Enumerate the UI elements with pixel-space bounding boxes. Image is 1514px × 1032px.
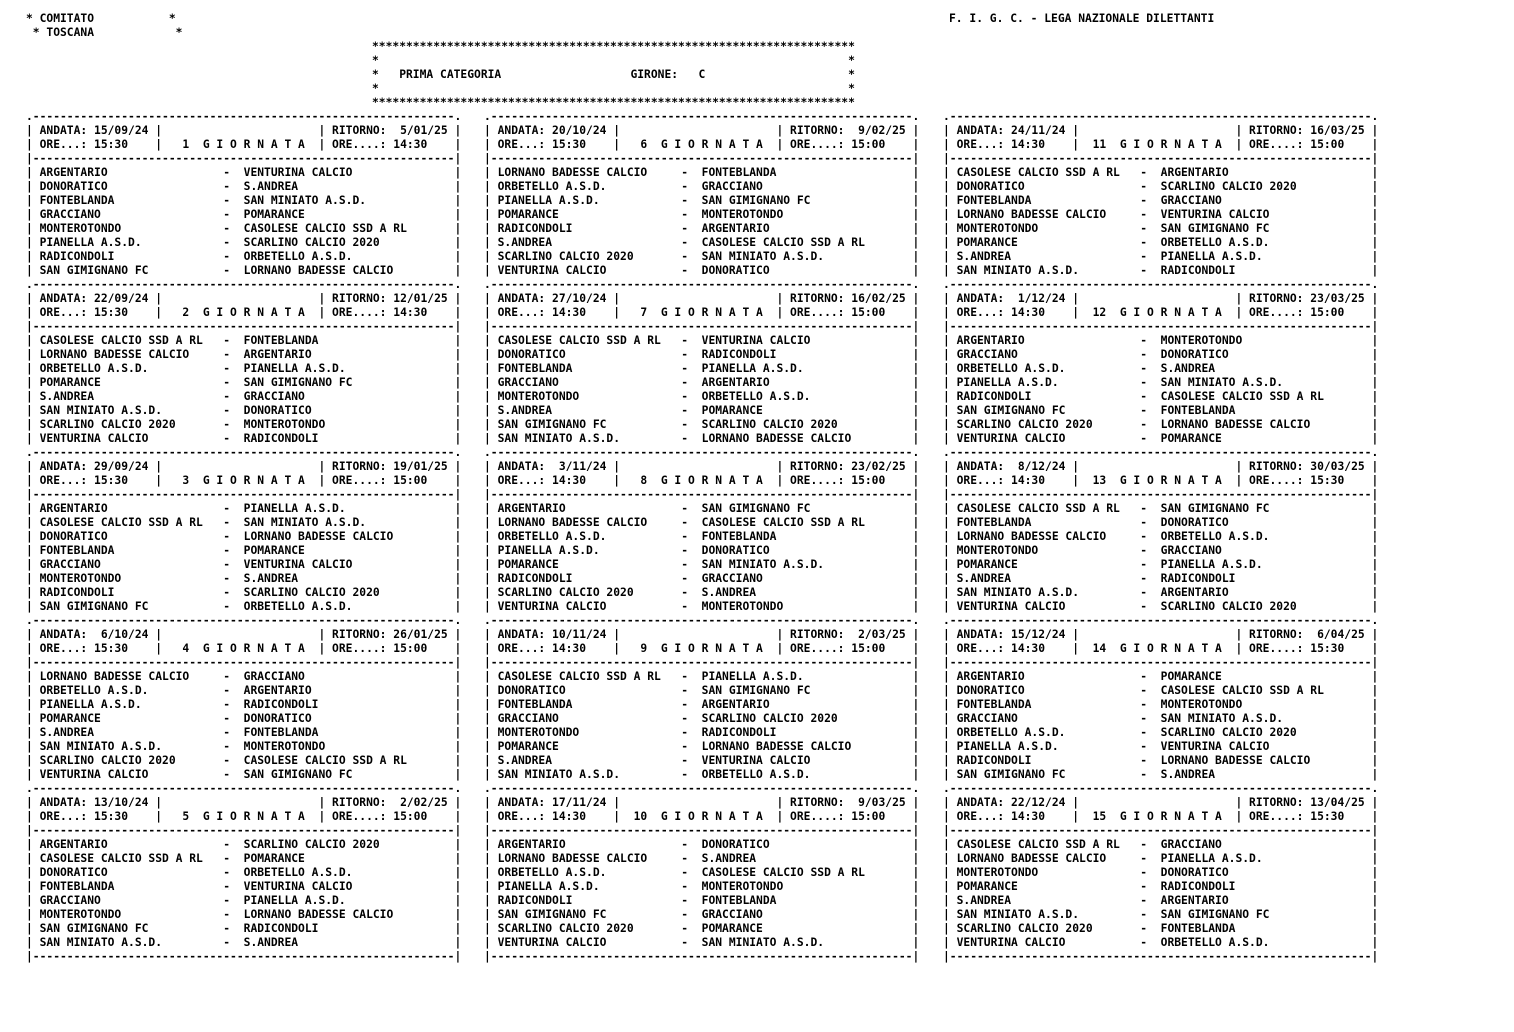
match-row: | SAN GIMIGNANO FC - GRACCIANO | [484, 908, 920, 921]
match-row: | SAN GIMIGNANO FC - SCARLINO CALCIO 2020 | [484, 418, 920, 431]
match-row: | PIANELLA A.S.D. - SAN GIMIGNANO FC | [484, 194, 920, 207]
match-row: | CASOLESE CALCIO SSD A RL - ARGENTARIO | [943, 166, 1379, 179]
match-row: | SAN GIMIGNANO FC - FONTEBLANDA | [943, 404, 1379, 417]
table-separator: .--------------------------------------------------------------. [943, 110, 1379, 123]
match-row: | VENTURINA CALCIO - DONORATICO | [484, 264, 920, 277]
match-row: | RADICONDOLI - ARGENTARIO | [484, 222, 920, 235]
match-row: | SAN GIMIGNANO FC - ORBETELLO A.S.D. | [26, 600, 462, 613]
round-dates-row: | ANDATA: 10/11/24 | | RITORNO: 2/03/25 | [484, 628, 920, 641]
match-row: | S.ANDREA - POMARANCE | [484, 404, 920, 417]
match-row: | VENTURINA CALCIO - SCARLINO CALCIO 2020 | [943, 600, 1379, 613]
match-row: | ARGENTARIO - VENTURINA CALCIO | [26, 166, 462, 179]
category-and-group-title: * PRIMA CATEGORIA GIRONE: C * [372, 68, 855, 81]
match-row: | ARGENTARIO - MONTEROTONDO | [943, 334, 1379, 347]
match-row: | SCARLINO CALCIO 2020 - MONTEROTONDO | [26, 418, 462, 431]
match-row: | DONORATICO - SCARLINO CALCIO 2020 | [943, 180, 1379, 193]
match-row: | CASOLESE CALCIO SSD A RL - GRACCIANO | [943, 838, 1379, 851]
match-row: | SAN GIMIGNANO FC - LORNANO BADESSE CALCIO | [26, 264, 462, 277]
round-dates-row: | ANDATA: 22/09/24 | | RITORNO: 12/01/25 | [26, 292, 462, 305]
match-row: | GRACCIANO - ARGENTARIO | [484, 376, 920, 389]
match-row: | ORBETELLO A.S.D. - FONTEBLANDA | [484, 530, 920, 543]
round-title-row: | ORE...: 14:30 | 15 G I O R N A T A | ORE....: 15:30 | [943, 810, 1379, 823]
table-separator: |--------------------------------------------------------------| [943, 824, 1379, 837]
table-separator: .--------------------------------------------------------------. [26, 782, 462, 795]
match-row: | SAN MINIATO A.S.D. - ARGENTARIO | [943, 586, 1379, 599]
match-row: | POMARANCE - SAN MINIATO A.S.D. | [484, 558, 920, 571]
round-title-row: | ORE...: 14:30 | 11 G I O R N A T A | ORE....: 15:00 | [943, 138, 1379, 151]
match-row: | FONTEBLANDA - ARGENTARIO | [484, 698, 920, 711]
match-row: | CASOLESE CALCIO SSD A RL - PIANELLA A.S.D. | [484, 670, 920, 683]
round-dates-row: | ANDATA: 6/10/24 | | RITORNO: 26/01/25 | [26, 628, 462, 641]
round-dates-row: | ANDATA: 3/11/24 | | RITORNO: 23/02/25 | [484, 460, 920, 473]
match-row: | ORBETELLO A.S.D. - SCARLINO CALCIO 2020 | [943, 726, 1379, 739]
match-row: | PIANELLA A.S.D. - RADICONDOLI | [26, 698, 462, 711]
round-title-row: | ORE...: 15:30 | 6 G I O R N A T A | ORE....: 15:00 | [484, 138, 920, 151]
fixtures-column-rounds-11-15 [943, 110, 1378, 964]
table-separator: .--------------------------------------------------------------. [26, 446, 462, 459]
match-row: | MONTEROTONDO - SAN GIMIGNANO FC | [943, 222, 1379, 235]
table-separator: |--------------------------------------------------------------| [484, 488, 920, 501]
match-row: | S.ANDREA - PIANELLA A.S.D. | [943, 250, 1379, 263]
round-title-row: | ORE...: 14:30 | 7 G I O R N A T A | ORE....: 15:00 | [484, 306, 920, 319]
match-row: | POMARANCE - SAN GIMIGNANO FC | [26, 376, 462, 389]
match-row: | SAN MINIATO A.S.D. - LORNANO BADESSE CALCIO | [484, 432, 920, 445]
match-row: | RADICONDOLI - LORNANO BADESSE CALCIO | [943, 754, 1379, 767]
category-box-spacer: * * [372, 54, 855, 67]
match-row: | CASOLESE CALCIO SSD A RL - SAN GIMIGNANO FC | [943, 502, 1379, 515]
match-row: | MONTEROTONDO - S.ANDREA | [26, 572, 462, 585]
table-separator: |--------------------------------------------------------------| [484, 950, 920, 963]
match-row: | S.ANDREA - RADICONDOLI | [943, 572, 1379, 585]
match-row: | LORNANO BADESSE CALCIO - GRACCIANO | [26, 670, 462, 683]
round-title-row: | ORE...: 15:30 | 5 G I O R N A T A | ORE....: 15:00 | [26, 810, 462, 823]
round-title-row: | ORE...: 14:30 | 13 G I O R N A T A | ORE....: 15:30 | [943, 474, 1379, 487]
category-box-spacer: * * [372, 82, 855, 95]
table-separator: .--------------------------------------------------------------. [484, 110, 920, 123]
table-separator: |--------------------------------------------------------------| [26, 488, 462, 501]
match-row: | FONTEBLANDA - DONORATICO | [943, 516, 1379, 529]
match-row: | DONORATICO - RADICONDOLI | [484, 348, 920, 361]
match-row: | VENTURINA CALCIO - SAN GIMIGNANO FC | [26, 768, 462, 781]
match-row: | ARGENTARIO - DONORATICO | [484, 838, 920, 851]
match-row: | FONTEBLANDA - SAN MINIATO A.S.D. | [26, 194, 462, 207]
match-row: | MONTEROTONDO - ORBETELLO A.S.D. | [484, 390, 920, 403]
match-row: | GRACCIANO - SAN MINIATO A.S.D. | [943, 712, 1379, 725]
match-row: | SCARLINO CALCIO 2020 - S.ANDREA | [484, 586, 920, 599]
match-row: | RADICONDOLI - ORBETELLO A.S.D. | [26, 250, 462, 263]
table-separator: .--------------------------------------------------------------. [484, 446, 920, 459]
federation-title: F. I. G. C. - LEGA NAZIONALE DILETTANTI [949, 12, 1215, 25]
match-row: | SAN MINIATO A.S.D. - MONTEROTONDO | [26, 740, 462, 753]
table-separator: .--------------------------------------------------------------. [484, 278, 920, 291]
table-separator: |--------------------------------------------------------------| [484, 152, 920, 165]
match-row: | SCARLINO CALCIO 2020 - LORNANO BADESSE CALCIO | [943, 418, 1379, 431]
table-separator: |--------------------------------------------------------------| [26, 824, 462, 837]
match-row: | VENTURINA CALCIO - MONTEROTONDO | [484, 600, 920, 613]
round-title-row: | ORE...: 14:30 | 14 G I O R N A T A | ORE....: 15:30 | [943, 642, 1379, 655]
table-separator: |--------------------------------------------------------------| [26, 152, 462, 165]
match-row: | DONORATICO - CASOLESE CALCIO SSD A RL | [943, 684, 1379, 697]
match-row: | CASOLESE CALCIO SSD A RL - POMARANCE | [26, 852, 462, 865]
match-row: | LORNANO BADESSE CALCIO - ORBETELLO A.S.D. | [943, 530, 1379, 543]
table-separator: |--------------------------------------------------------------| [26, 320, 462, 333]
match-row: | SAN MINIATO A.S.D. - RADICONDOLI | [943, 264, 1379, 277]
table-separator: .--------------------------------------------------------------. [943, 278, 1379, 291]
fixtures-column-rounds-1-5 [26, 110, 461, 964]
match-row: | CASOLESE CALCIO SSD A RL - VENTURINA CALCIO | [484, 334, 920, 347]
table-separator: |--------------------------------------------------------------| [943, 320, 1379, 333]
match-row: | ARGENTARIO - PIANELLA A.S.D. | [26, 502, 462, 515]
committee-label: * COMITATO * [26, 12, 176, 25]
round-dates-row: | ANDATA: 29/09/24 | | RITORNO: 19/01/25 | [26, 460, 462, 473]
table-separator: |--------------------------------------------------------------| [484, 656, 920, 669]
match-row: | FONTEBLANDA - GRACCIANO | [943, 194, 1379, 207]
match-row: | POMARANCE - DONORATICO | [26, 712, 462, 725]
match-row: | GRACCIANO - SCARLINO CALCIO 2020 | [484, 712, 920, 725]
round-dates-row: | ANDATA: 1/12/24 | | RITORNO: 23/03/25 | [943, 292, 1379, 305]
table-separator: .--------------------------------------------------------------. [943, 782, 1379, 795]
match-row: | RADICONDOLI - GRACCIANO | [484, 572, 920, 585]
match-row: | LORNANO BADESSE CALCIO - S.ANDREA | [484, 852, 920, 865]
match-row: | ORBETELLO A.S.D. - CASOLESE CALCIO SSD A RL | [484, 866, 920, 879]
round-dates-row: | ANDATA: 17/11/24 | | RITORNO: 9/03/25 | [484, 796, 920, 809]
match-row: | CASOLESE CALCIO SSD A RL - FONTEBLANDA | [26, 334, 462, 347]
match-row: | GRACCIANO - DONORATICO | [943, 348, 1379, 361]
match-row: | ORBETELLO A.S.D. - GRACCIANO | [484, 180, 920, 193]
match-row: | RADICONDOLI - FONTEBLANDA | [484, 894, 920, 907]
match-row: | ARGENTARIO - SAN GIMIGNANO FC | [484, 502, 920, 515]
table-separator: .--------------------------------------------------------------. [26, 110, 462, 123]
table-separator: .--------------------------------------------------------------. [943, 446, 1379, 459]
match-row: | DONORATICO - S.ANDREA | [26, 180, 462, 193]
match-row: | GRACCIANO - PIANELLA A.S.D. | [26, 894, 462, 907]
match-row: | FONTEBLANDA - PIANELLA A.S.D. | [484, 362, 920, 375]
region-label: * TOSCANA * [26, 26, 183, 39]
round-title-row: | ORE...: 14:30 | 10 G I O R N A T A | ORE....: 15:00 | [484, 810, 920, 823]
match-row: | CASOLESE CALCIO SSD A RL - SAN MINIATO A.S.D. | [26, 516, 462, 529]
table-separator: |--------------------------------------------------------------| [943, 488, 1379, 501]
match-row: | POMARANCE - ORBETELLO A.S.D. | [943, 236, 1379, 249]
match-row: | PIANELLA A.S.D. - SAN MINIATO A.S.D. | [943, 376, 1379, 389]
match-row: | DONORATICO - LORNANO BADESSE CALCIO | [26, 530, 462, 543]
match-row: | ARGENTARIO - SCARLINO CALCIO 2020 | [26, 838, 462, 851]
round-dates-row: | ANDATA: 8/12/24 | | RITORNO: 30/03/25 | [943, 460, 1379, 473]
match-row: | S.ANDREA - CASOLESE CALCIO SSD A RL | [484, 236, 920, 249]
match-row: | VENTURINA CALCIO - SAN MINIATO A.S.D. | [484, 936, 920, 949]
match-row: | DONORATICO - SAN GIMIGNANO FC | [484, 684, 920, 697]
match-row: | SAN MINIATO A.S.D. - SAN GIMIGNANO FC | [943, 908, 1379, 921]
table-separator: |--------------------------------------------------------------| [943, 656, 1379, 669]
match-row: | RADICONDOLI - SCARLINO CALCIO 2020 | [26, 586, 462, 599]
round-title-row: | ORE...: 15:30 | 1 G I O R N A T A | ORE....: 14:30 | [26, 138, 462, 151]
match-row: | GRACCIANO - POMARANCE | [26, 208, 462, 221]
match-row: | LORNANO BADESSE CALCIO - PIANELLA A.S.D. | [943, 852, 1379, 865]
match-row: | SCARLINO CALCIO 2020 - SAN MINIATO A.S.D. | [484, 250, 920, 263]
match-row: | MONTEROTONDO - CASOLESE CALCIO SSD A RL | [26, 222, 462, 235]
match-row: | POMARANCE - PIANELLA A.S.D. | [943, 558, 1379, 571]
table-separator: |--------------------------------------------------------------| [26, 656, 462, 669]
match-row: | ARGENTARIO - POMARANCE | [943, 670, 1379, 683]
match-row: | MONTEROTONDO - GRACCIANO | [943, 544, 1379, 557]
round-dates-row: | ANDATA: 15/12/24 | | RITORNO: 6/04/25 | [943, 628, 1379, 641]
match-row: | ORBETELLO A.S.D. - PIANELLA A.S.D. | [26, 362, 462, 375]
match-row: | VENTURINA CALCIO - RADICONDOLI | [26, 432, 462, 445]
table-separator: .--------------------------------------------------------------. [943, 614, 1379, 627]
match-row: | PIANELLA A.S.D. - DONORATICO | [484, 544, 920, 557]
round-title-row: | ORE...: 14:30 | 9 G I O R N A T A | ORE....: 15:00 | [484, 642, 920, 655]
match-row: | ORBETELLO A.S.D. - S.ANDREA | [943, 362, 1379, 375]
match-row: | RADICONDOLI - CASOLESE CALCIO SSD A RL | [943, 390, 1379, 403]
match-row: | MONTEROTONDO - LORNANO BADESSE CALCIO | [26, 908, 462, 921]
round-title-row: | ORE...: 15:30 | 3 G I O R N A T A | ORE....: 15:00 | [26, 474, 462, 487]
category-box-border-top: *********************************************************************** [372, 40, 855, 53]
match-row: | MONTEROTONDO - DONORATICO | [943, 866, 1379, 879]
match-row: | S.ANDREA - GRACCIANO | [26, 390, 462, 403]
table-separator: .--------------------------------------------------------------. [26, 278, 462, 291]
table-separator: |--------------------------------------------------------------| [484, 320, 920, 333]
match-row: | SCARLINO CALCIO 2020 - POMARANCE | [484, 922, 920, 935]
match-row: | DONORATICO - ORBETELLO A.S.D. | [26, 866, 462, 879]
match-row: | SCARLINO CALCIO 2020 - CASOLESE CALCIO SSD A RL | [26, 754, 462, 767]
round-dates-row: | ANDATA: 22/12/24 | | RITORNO: 13/04/25 | [943, 796, 1379, 809]
round-dates-row: | ANDATA: 24/11/24 | | RITORNO: 16/03/25 | [943, 124, 1379, 137]
round-title-row: | ORE...: 15:30 | 2 G I O R N A T A | ORE....: 14:30 | [26, 306, 462, 319]
match-row: | LORNANO BADESSE CALCIO - FONTEBLANDA | [484, 166, 920, 179]
category-box-border-bottom: *********************************************************************** [372, 96, 855, 109]
match-row: | S.ANDREA - FONTEBLANDA | [26, 726, 462, 739]
match-row: | POMARANCE - MONTEROTONDO | [484, 208, 920, 221]
match-row: | FONTEBLANDA - POMARANCE | [26, 544, 462, 557]
match-row: | PIANELLA A.S.D. - SCARLINO CALCIO 2020 | [26, 236, 462, 249]
match-row: | POMARANCE - RADICONDOLI | [943, 880, 1379, 893]
match-row: | PIANELLA A.S.D. - VENTURINA CALCIO | [943, 740, 1379, 753]
round-title-row: | ORE...: 14:30 | 8 G I O R N A T A | ORE....: 15:00 | [484, 474, 920, 487]
table-separator: .--------------------------------------------------------------. [484, 614, 920, 627]
round-dates-row: | ANDATA: 13/10/24 | | RITORNO: 2/02/25 | [26, 796, 462, 809]
match-row: | FONTEBLANDA - MONTEROTONDO | [943, 698, 1379, 711]
match-row: | PIANELLA A.S.D. - MONTEROTONDO | [484, 880, 920, 893]
match-row: | SAN GIMIGNANO FC - RADICONDOLI | [26, 922, 462, 935]
table-separator: |--------------------------------------------------------------| [26, 950, 462, 963]
table-separator: .--------------------------------------------------------------. [484, 782, 920, 795]
match-row: | GRACCIANO - VENTURINA CALCIO | [26, 558, 462, 571]
match-row: | SAN MINIATO A.S.D. - ORBETELLO A.S.D. | [484, 768, 920, 781]
round-title-row: | ORE...: 15:30 | 4 G I O R N A T A | ORE....: 15:00 | [26, 642, 462, 655]
match-row: | LORNANO BADESSE CALCIO - VENTURINA CALCIO | [943, 208, 1379, 221]
round-dates-row: | ANDATA: 27/10/24 | | RITORNO: 16/02/25 | [484, 292, 920, 305]
table-separator: |--------------------------------------------------------------| [943, 152, 1379, 165]
match-row: | LORNANO BADESSE CALCIO - CASOLESE CALCIO SSD A RL | [484, 516, 920, 529]
match-row: | SCARLINO CALCIO 2020 - FONTEBLANDA | [943, 922, 1379, 935]
match-row: | S.ANDREA - VENTURINA CALCIO | [484, 754, 920, 767]
match-row: | POMARANCE - LORNANO BADESSE CALCIO | [484, 740, 920, 753]
round-title-row: | ORE...: 14:30 | 12 G I O R N A T A | ORE....: 15:00 | [943, 306, 1379, 319]
match-row: | FONTEBLANDA - VENTURINA CALCIO | [26, 880, 462, 893]
table-separator: |--------------------------------------------------------------| [943, 950, 1379, 963]
round-dates-row: | ANDATA: 15/09/24 | | RITORNO: 5/01/25 | [26, 124, 462, 137]
match-row: | MONTEROTONDO - RADICONDOLI | [484, 726, 920, 739]
match-row: | S.ANDREA - ARGENTARIO | [943, 894, 1379, 907]
match-row: | ORBETELLO A.S.D. - ARGENTARIO | [26, 684, 462, 697]
match-row: | LORNANO BADESSE CALCIO - ARGENTARIO | [26, 348, 462, 361]
round-dates-row: | ANDATA: 20/10/24 | | RITORNO: 9/02/25 | [484, 124, 920, 137]
match-row: | VENTURINA CALCIO - ORBETELLO A.S.D. | [943, 936, 1379, 949]
match-row: | VENTURINA CALCIO - POMARANCE | [943, 432, 1379, 445]
fixtures-column-rounds-6-10 [484, 110, 919, 964]
table-separator: |--------------------------------------------------------------| [484, 824, 920, 837]
table-separator: .--------------------------------------------------------------. [26, 614, 462, 627]
match-row: | SAN MINIATO A.S.D. - S.ANDREA | [26, 936, 462, 949]
match-row: | SAN MINIATO A.S.D. - DONORATICO | [26, 404, 462, 417]
match-row: | SAN GIMIGNANO FC - S.ANDREA | [943, 768, 1379, 781]
